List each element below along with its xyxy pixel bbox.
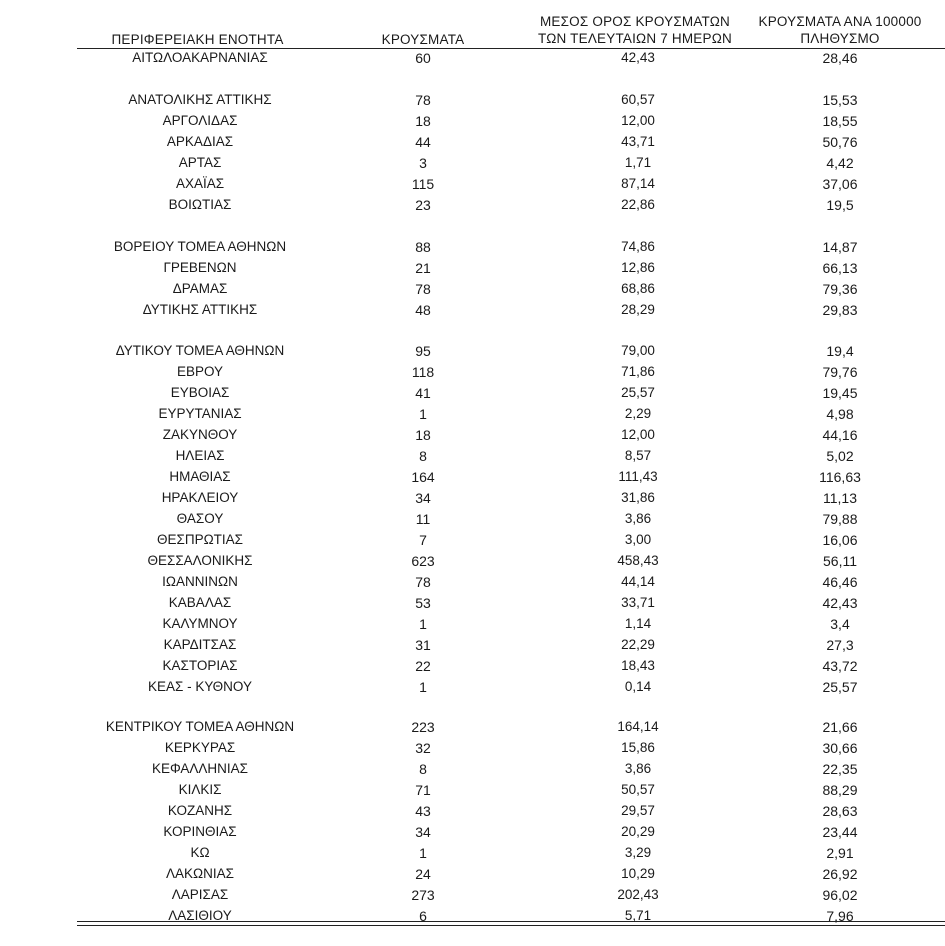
region-name: ΚΑΒΑΛΑΣ — [168, 595, 232, 610]
cases-value: 53 — [415, 595, 431, 611]
per-100k-value: 7,96 — [826, 908, 854, 924]
avg-7day-value: 50,57 — [621, 782, 655, 797]
avg-7day-value: 202,43 — [617, 887, 659, 902]
avg-7day-value: 44,14 — [621, 574, 655, 589]
cases-value: 32 — [415, 740, 431, 756]
cases-value: 1 — [419, 679, 427, 695]
region-name: ΒΟΡΕΙΟΥ ΤΟΜΕΑ ΑΘΗΝΩΝ — [113, 239, 287, 254]
cases-value: 78 — [415, 92, 431, 108]
cases-value: 95 — [415, 343, 431, 359]
cases-value: 18 — [415, 113, 431, 129]
per-100k-value: 96,02 — [822, 887, 858, 903]
region-name: ΑΡΓΟΛΙΔΑΣ — [162, 113, 238, 128]
per-100k-value: 28,46 — [822, 50, 858, 66]
per-100k-value: 42,43 — [822, 595, 858, 611]
per-100k-value: 46,46 — [822, 574, 858, 590]
avg-7day-value: 87,14 — [621, 176, 655, 191]
region-name: ΗΡΑΚΛΕΙΟΥ — [161, 490, 239, 505]
avg-7day-value: 25,57 — [621, 385, 655, 400]
region-name: ΑΝΑΤΟΛΙΚΗΣ ΑΤΤΙΚΗΣ — [128, 92, 272, 107]
region-name: ΛΑΣΙΘΙΟΥ — [168, 908, 232, 923]
per-100k-value: 44,16 — [822, 427, 858, 443]
region-name: ΑΧΑΪΑΣ — [175, 176, 225, 191]
cases-value: 11 — [415, 511, 431, 527]
cases-value: 24 — [415, 866, 431, 882]
per-100k-value: 3,4 — [830, 616, 850, 632]
cases-value: 78 — [415, 281, 431, 297]
avg-7day-value: 1,14 — [624, 616, 652, 631]
header-per-line2: ΠΛΗΘΥΣΜΟ — [800, 31, 880, 46]
per-100k-value: 79,36 — [822, 281, 858, 297]
per-100k-value: 19,45 — [822, 385, 858, 401]
cases-value: 6 — [419, 908, 427, 924]
avg-7day-value: 22,86 — [621, 197, 655, 212]
region-name: ΚΑΣΤΟΡΙΑΣ — [162, 658, 238, 673]
per-100k-value: 5,02 — [826, 448, 854, 464]
region-name: ΔΡΑΜΑΣ — [172, 281, 228, 296]
region-name: ΕΥΒΟΙΑΣ — [170, 385, 230, 400]
avg-7day-value: 43,71 — [621, 134, 655, 149]
cases-value: 8 — [419, 448, 427, 464]
region-name: ΓΡΕΒΕΝΩΝ — [163, 260, 237, 275]
per-100k-value: 26,92 — [822, 866, 858, 882]
avg-7day-value: 28,29 — [621, 302, 655, 317]
cases-value: 18 — [415, 427, 431, 443]
per-100k-value: 23,44 — [822, 824, 858, 840]
per-100k-value: 27,3 — [826, 637, 854, 653]
avg-7day-value: 3,29 — [624, 845, 652, 860]
per-100k-value: 28,63 — [822, 803, 858, 819]
cases-value: 8 — [419, 761, 427, 777]
region-name: ΚΑΛΥΜΝΟΥ — [162, 616, 238, 631]
region-name: ΛΑΚΩΝΙΑΣ — [166, 866, 234, 881]
region-name: ΚΟΡΙΝΘΙΑΣ — [163, 824, 237, 839]
avg-7day-value: 10,29 — [621, 866, 655, 881]
avg-7day-value: 68,86 — [621, 281, 655, 296]
region-name: ΚΩ — [190, 845, 210, 860]
cases-value: 3 — [419, 155, 427, 171]
cases-value: 31 — [415, 637, 431, 653]
region-name: ΑΡΚΑΔΙΑΣ — [166, 134, 234, 149]
region-name: ΛΑΡΙΣΑΣ — [171, 887, 229, 902]
per-100k-value: 56,11 — [823, 553, 857, 569]
cases-value: 34 — [415, 824, 431, 840]
region-name: ΕΥΡΥΤΑΝΙΑΣ — [158, 406, 242, 421]
avg-7day-value: 3,00 — [624, 532, 652, 547]
cases-value: 43 — [415, 803, 431, 819]
region-name: ΚΕΦΑΛΛΗΝΙΑΣ — [151, 761, 249, 776]
cases-value: 34 — [415, 490, 431, 506]
per-100k-value: 16,06 — [822, 532, 858, 548]
region-name: ΙΩΑΝΝΙΝΩΝ — [162, 574, 238, 589]
bottom-rule-double — [77, 925, 945, 926]
per-100k-value: 30,66 — [822, 740, 858, 756]
cases-value: 115 — [411, 176, 435, 192]
cases-value: 78 — [415, 574, 431, 590]
cases-value: 273 — [411, 887, 435, 903]
avg-7day-value: 71,86 — [621, 364, 655, 379]
cases-value: 44 — [415, 134, 431, 150]
avg-7day-value: 79,00 — [621, 343, 655, 358]
avg-7day-value: 111,43 — [618, 469, 658, 484]
avg-7day-value: 20,29 — [621, 824, 655, 839]
avg-7day-value: 2,29 — [624, 406, 652, 421]
region-name: ΚΑΡΔΙΤΣΑΣ — [163, 637, 237, 652]
per-100k-value: 19,5 — [826, 197, 854, 213]
region-name: ΚΕΑΣ - ΚΥΘΝΟΥ — [148, 679, 252, 694]
cases-value: 223 — [411, 719, 435, 735]
per-100k-value: 22,35 — [822, 761, 858, 777]
cases-value: 23 — [415, 197, 431, 213]
avg-7day-value: 74,86 — [621, 239, 655, 254]
cases-value: 88 — [415, 239, 431, 255]
avg-7day-value: 22,29 — [621, 637, 655, 652]
avg-7day-value: 5,71 — [624, 908, 652, 923]
per-100k-value: 14,87 — [822, 239, 858, 255]
region-name: ΕΒΡΟΥ — [176, 364, 224, 379]
cases-value: 41 — [415, 385, 431, 401]
per-100k-value: 21,66 — [822, 719, 858, 735]
per-100k-value: 79,76 — [822, 364, 858, 380]
avg-7day-value: 3,86 — [624, 761, 652, 776]
cases-value: 1 — [419, 616, 427, 632]
avg-7day-value: 1,71 — [624, 155, 652, 170]
avg-7day-value: 33,71 — [621, 595, 655, 610]
cases-value: 1 — [419, 845, 427, 861]
cases-value: 7 — [419, 532, 427, 548]
header-rule — [77, 48, 945, 49]
per-100k-value: 15,53 — [822, 92, 858, 108]
avg-7day-value: 164,14 — [617, 719, 659, 734]
region-name: ΚΟΖΑΝΗΣ — [167, 803, 233, 818]
cases-value: 118 — [411, 364, 435, 380]
per-100k-value: 37,06 — [822, 176, 858, 192]
region-name: ΑΡΤΑΣ — [178, 155, 222, 170]
region-name: ΚΕΝΤΡΙΚΟΥ ΤΟΜΕΑ ΑΘΗΝΩΝ — [105, 719, 295, 734]
avg-7day-value: 0,14 — [624, 679, 652, 694]
header-region: ΠΕΡΙΦΕΡΕΙΑΚΗ ΕΝΟΤΗΤΑ — [111, 32, 284, 47]
header-per-line1: ΚΡΟΥΣΜΑΤΑ ΑΝΑ 100000 — [758, 14, 922, 29]
per-100k-value: 25,57 — [822, 679, 858, 695]
avg-7day-value: 29,57 — [621, 803, 655, 818]
per-100k-value: 4,98 — [826, 406, 854, 422]
per-100k-value: 88,29 — [822, 782, 858, 798]
per-100k-value: 50,76 — [822, 134, 858, 150]
header-avg-line1: ΜΕΣΟΣ ΟΡΟΣ ΚΡΟΥΣΜΑΤΩΝ — [539, 14, 730, 29]
region-name: ΔΥΤΙΚΗΣ ΑΤΤΙΚΗΣ — [142, 302, 258, 317]
cases-value: 71 — [415, 782, 431, 798]
per-100k-value: 18,55 — [822, 113, 858, 129]
per-100k-value: 4,42 — [826, 155, 854, 171]
region-name: ΗΜΑΘΙΑΣ — [169, 469, 231, 484]
per-100k-value: 79,88 — [822, 511, 858, 527]
cases-value: 164 — [411, 469, 435, 485]
cases-value: 21 — [415, 260, 431, 276]
avg-7day-value: 12,86 — [621, 260, 655, 275]
region-name: ΘΑΣΟΥ — [176, 511, 224, 526]
region-name: ΖΑΚΥΝΘΟΥ — [162, 427, 238, 442]
bottom-rule — [77, 921, 945, 922]
cases-value: 623 — [411, 553, 435, 569]
avg-7day-value: 42,43 — [621, 50, 655, 65]
avg-7day-value: 15,86 — [621, 740, 655, 755]
avg-7day-value: 8,57 — [624, 448, 652, 463]
per-100k-value: 2,91 — [826, 845, 854, 861]
header-avg-line2: ΤΩΝ ΤΕΛΕΥΤΑΙΩΝ 7 ΗΜΕΡΩΝ — [538, 31, 732, 46]
cases-value: 22 — [415, 658, 431, 674]
avg-7day-value: 12,00 — [621, 427, 655, 442]
per-100k-value: 19,4 — [826, 343, 854, 359]
per-100k-value: 66,13 — [822, 260, 858, 276]
region-name: ΔΥΤΙΚΟΥ ΤΟΜΕΑ ΑΘΗΝΩΝ — [115, 343, 285, 358]
region-name: ΚΙΛΚΙΣ — [178, 782, 222, 797]
region-name: ΚΕΡΚΥΡΑΣ — [164, 740, 236, 755]
cases-value: 48 — [415, 302, 431, 318]
avg-7day-value: 12,00 — [621, 113, 655, 128]
per-100k-value: 116,63 — [819, 469, 861, 485]
per-100k-value: 29,83 — [822, 302, 858, 318]
cases-value: 1 — [419, 406, 427, 422]
avg-7day-value: 3,86 — [624, 511, 652, 526]
per-100k-value: 11,13 — [823, 490, 857, 506]
avg-7day-value: 60,57 — [621, 92, 655, 107]
per-100k-value: 43,72 — [822, 658, 858, 674]
region-name: ΒΟΙΩΤΙΑΣ — [168, 197, 232, 212]
avg-7day-value: 31,86 — [621, 490, 655, 505]
region-name: ΑΙΤΩΛΟΑΚΑΡΝΑΝΙΑΣ — [132, 50, 268, 65]
avg-7day-value: 18,43 — [621, 658, 655, 673]
header-cases: ΚΡΟΥΣΜΑΤΑ — [381, 32, 465, 47]
region-name: ΘΕΣΣΑΛΟΝΙΚΗΣ — [147, 553, 253, 568]
region-name: ΘΕΣΠΡΩΤΙΑΣ — [156, 532, 244, 547]
avg-7day-value: 458,43 — [617, 553, 659, 568]
region-name: ΗΛΕΙΑΣ — [175, 448, 225, 463]
cases-value: 60 — [415, 50, 431, 66]
